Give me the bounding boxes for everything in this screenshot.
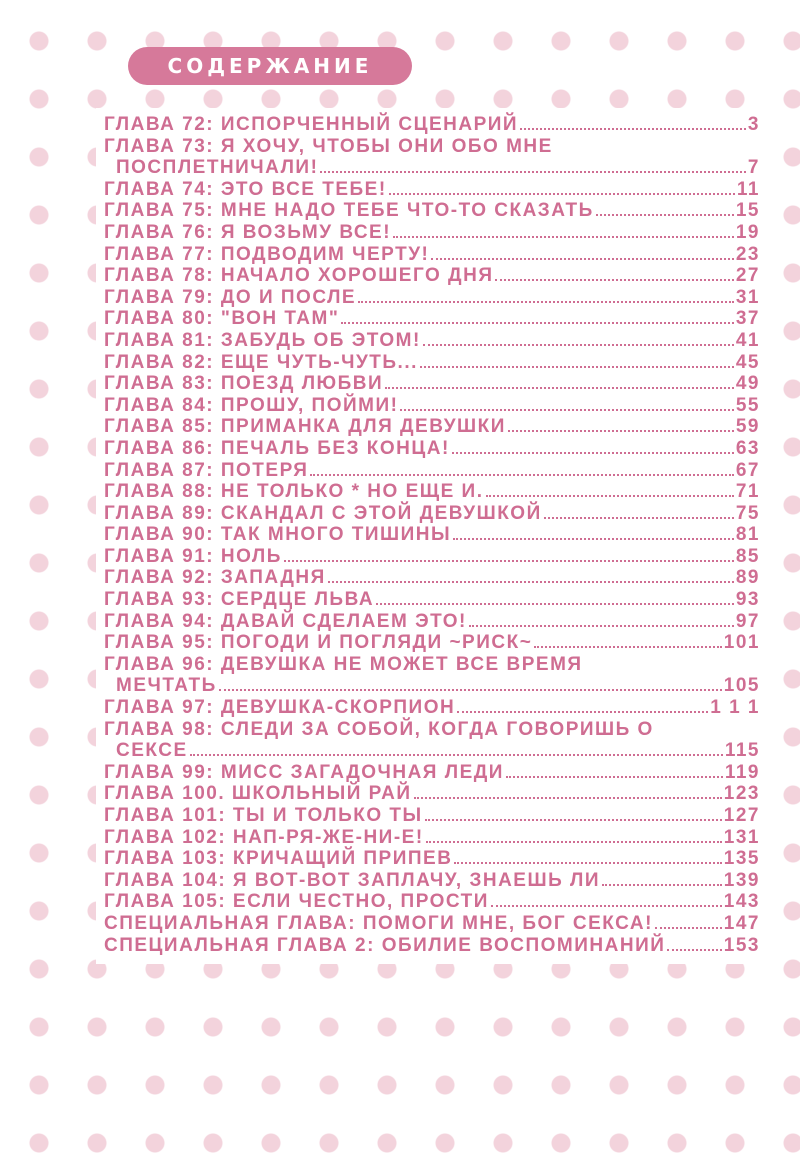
toc-entry[interactable] [104,524,760,546]
toc-entry-title: СПЕЦИАЛЬНАЯ ГЛАВА 2: ОБИЛИЕ ВОСПОМИНАНИЙ [104,934,666,956]
toc-entry-title-continued: МЕЧТАТЬ [116,675,217,697]
toc-entry-title: ГЛАВА 84: ПРОШУ, ПОЙМИ! [104,394,399,416]
toc-entry-title-line [104,719,760,741]
toc-entry[interactable] [104,935,760,957]
toc-entry-page: 23 [735,243,760,265]
toc-entry-title-line [104,136,760,158]
dot-leader [602,884,722,886]
toc-entry-page: 45 [735,351,760,373]
toc-entry[interactable] [104,762,760,784]
toc-entry-title-continued: ПОСПЛЕТНИЧАЛИ! [116,157,319,179]
toc-entry[interactable] [104,546,760,568]
toc-entry-title: ГЛАВА 90: ТАК МНОГО ТИШИНЫ [104,524,452,546]
toc-entry[interactable] [104,891,760,913]
toc-entry-title: ГЛАВА 104: Я ВОТ-ВОТ ЗАПЛАЧУ, ЗНАЕШЬ ЛИ [104,869,600,891]
toc-entry[interactable] [104,265,760,287]
toc-entry[interactable] [104,611,760,633]
toc-entry[interactable] [104,179,760,201]
toc-entry-page: 7 [747,157,760,179]
toc-entry-page: 139 [723,869,760,891]
toc-entry-title: СПЕЦИАЛЬНАЯ ГЛАВА: ПОМОГИ МНЕ, БОГ СЕКСА! [104,912,653,934]
toc-entry[interactable] [104,805,760,827]
toc-entry[interactable] [104,589,760,611]
toc-entry-title: ГЛАВА 89: СКАНДАЛ С ЭТОЙ ДЕВУШКОЙ [104,502,542,524]
toc-entry[interactable] [104,675,760,697]
toc-entry-page: 123 [723,783,760,805]
dot-leader [284,560,734,562]
toc-entry[interactable] [104,222,760,244]
toc-entry-title: ГЛАВА 96: ДЕВУШКА НЕ МОЖЕТ ВСЕ ВРЕМЯ [104,653,583,675]
toc-entry-title: ГЛАВА 100. ШКОЛЬНЫЙ РАЙ [104,783,412,805]
toc-entry-title: ГЛАВА 74: ЭТО ВСЕ ТЕБЕ! [104,178,387,200]
dot-leader [454,862,721,864]
toc-entry-title: ГЛАВА 77: ПОДВОДИМ ЧЕРТУ! [104,243,430,265]
toc-entry[interactable] [104,481,760,503]
dot-leader [385,387,734,389]
contents-title-badge [128,47,412,85]
toc-entry-page: 153 [723,934,760,956]
toc-entry[interactable] [104,244,760,266]
dot-leader [358,301,734,303]
toc-entry-page: 31 [735,286,760,308]
dot-leader [426,841,722,843]
dot-leader [457,711,708,713]
toc-entry-title: ГЛАВА 101: ТЫ И ТОЛЬКО ТЫ [104,805,423,826]
toc-entry-title: ГЛАВА 93: СЕРДЦЕ ЛЬВА [104,589,375,611]
toc-entry-page: 49 [735,373,760,395]
dot-leader [431,258,734,260]
toc-entry-title: ГЛАВА 81: ЗАБУДЬ ОБ ЭТОМ! [104,329,421,351]
toc-entry-page: 75 [735,502,760,524]
dot-leader [341,322,733,324]
dot-leader [376,603,734,605]
toc-entry-page: 19 [735,221,760,243]
toc-entry-page: 127 [723,805,760,826]
toc-entry[interactable] [104,395,760,417]
toc-entry[interactable] [104,697,760,719]
toc-entry-page: 3 [747,114,760,135]
dot-leader [469,625,734,627]
toc-entry-page: 81 [735,524,760,546]
dot-leader [544,517,734,519]
toc-entry-title: ГЛАВА 76: Я ВОЗЬМУ ВСЕ! [104,221,392,243]
toc-entry-page: 27 [735,265,760,287]
toc-entry[interactable] [104,330,760,352]
toc-entry[interactable] [104,740,760,762]
dot-leader [452,452,734,454]
toc-entry-title: ГЛАВА 85: ПРИМАНКА ДЛЯ ДЕВУШКИ [104,416,506,438]
toc-entry[interactable] [104,308,760,330]
toc-entry-title: ГЛАВА 99: МИСС ЗАГАДОЧНАЯ ЛЕДИ [104,761,504,783]
dot-leader [495,279,733,281]
toc-entry-title: ГЛАВА 94: ДАВАЙ СДЕЛАЕМ ЭТО! [104,610,467,632]
toc-entry[interactable] [104,783,760,805]
toc-entry[interactable] [104,416,760,438]
toc-entry-title: ГЛАВА 91: НОЛЬ [104,545,282,567]
toc-entry-title: ГЛАВА 98: СЛЕДИ ЗА СОБОЙ, КОГДА ГОВОРИШЬ О [104,718,654,740]
toc-entry-title-continued: СЕКСЕ [116,740,188,762]
toc-entry-page: 119 [724,761,760,783]
dot-leader [520,128,746,130]
toc-entry[interactable] [104,200,760,222]
toc-entry[interactable] [104,503,760,525]
dot-leader [667,949,721,951]
dot-leader [486,495,734,497]
toc-entry-page: 41 [735,329,760,351]
toc-entry-title: ГЛАВА 97: ДЕВУШКА-СКОРПИОН [104,697,456,719]
toc-entry-title: ГЛАВА 72: ИСПОРЧЕННЫЙ СЦЕНАРИЙ [104,114,519,135]
toc-entry[interactable] [104,632,760,654]
contents-title: СОДЕРЖАНИЕ [167,54,373,78]
toc-entry-page: 89 [735,567,760,589]
toc-entry-title: ГЛАВА 87: ПОТЕРЯ [104,459,309,481]
dot-leader [491,905,722,907]
dot-leader [506,776,723,778]
toc-entry-title: ГЛАВА 86: ПЕЧАЛЬ БЕЗ КОНЦА! [104,437,450,459]
dot-leader [534,646,722,648]
toc-entry[interactable] [104,438,760,460]
toc-entry-page: 55 [735,394,760,416]
toc-entry-page: 147 [723,912,760,934]
dot-leader [508,430,734,432]
toc-entry-title: ГЛАВА 80: "ВОН ТАМ" [104,308,340,330]
toc-entry-page: 63 [735,437,760,459]
toc-entry-title: ГЛАВА 102: НАП-РЯ-ЖЕ-НИ-Е! [104,826,424,848]
toc-entry[interactable] [104,827,760,849]
toc-entry-page: 101 [723,632,760,654]
toc-entry-title: ГЛАВА 73: Я ХОЧУ, ЧТОБЫ ОНИ ОБО МНЕ [104,135,553,157]
toc-entry-page: 143 [723,891,760,913]
toc-entry-title: ГЛАВА 105: ЕСЛИ ЧЕСТНО, ПРОСТИ [104,891,489,913]
toc-entry-title: ГЛАВА 78: НАЧАЛО ХОРОШЕГО ДНЯ [104,265,494,287]
toc-entry-title: ГЛАВА 79: ДО И ПОСЛЕ [104,286,357,308]
toc-entry[interactable] [104,373,760,395]
toc-entry-title: ГЛАВА 103: КРИЧАЩИЙ ПРИПЕВ [104,848,453,870]
toc-entry-page: 85 [735,545,760,567]
dot-leader [400,409,733,411]
toc-entry[interactable] [104,157,760,179]
toc-entry-page: 105 [723,675,760,697]
toc-entry-title: ГЛАВА 75: МНЕ НАДО ТЕБЕ ЧТО-ТО СКАЗАТЬ [104,200,594,222]
toc-entry-page: 37 [735,308,760,330]
toc-entry[interactable] [104,287,760,309]
dot-leader [596,214,734,216]
toc-entry[interactable] [104,913,760,935]
dot-leader [420,366,734,368]
toc-entry[interactable] [104,848,760,870]
toc-entry-page: 131 [723,826,760,848]
toc-entry-title: ГЛАВА 95: ПОГОДИ И ПОГЛЯДИ ~РИСК~ [104,632,533,654]
toc-entry-title: ГЛАВА 82: ЕЩЕ ЧУТЬ-ЧУТЬ... [104,351,418,373]
toc-entry-page: 97 [735,610,760,632]
dot-leader [320,171,746,173]
toc-entry-page: 59 [735,416,760,438]
toc-entry[interactable] [104,870,760,892]
dot-leader [423,344,734,346]
toc-entry-page: 11 [736,178,760,200]
toc-entry[interactable] [104,460,760,482]
dot-leader [393,236,734,238]
dot-leader [425,819,722,821]
table-of-contents [96,108,768,964]
dot-leader [190,754,723,756]
dot-leader [219,689,722,691]
dot-leader [414,797,722,799]
toc-entry-page: 115 [724,740,760,762]
toc-entry-page: 1 1 1 [710,697,760,719]
toc-entry-page: 135 [723,848,760,870]
toc-entry-title: ГЛАВА 88: НЕ ТОЛЬКО * НО ЕЩЕ И. [104,481,484,503]
toc-entry[interactable] [104,114,760,136]
toc-entry[interactable] [104,352,760,374]
dot-leader [389,193,735,195]
dot-leader [453,538,734,540]
toc-entry-title-line [104,654,760,676]
toc-entry[interactable] [104,567,760,589]
dot-leader [328,581,734,583]
toc-entry-page: 93 [735,589,760,611]
toc-entry-title: ГЛАВА 83: ПОЕЗД ЛЮБВИ [104,373,384,395]
dot-leader [655,927,722,929]
toc-entry-page: 71 [735,481,760,503]
toc-entry-page: 15 [735,200,760,222]
toc-entry-title: ГЛАВА 92: ЗАПАДНЯ [104,567,326,589]
toc-entry-page: 67 [735,459,760,481]
dot-leader [310,474,733,476]
